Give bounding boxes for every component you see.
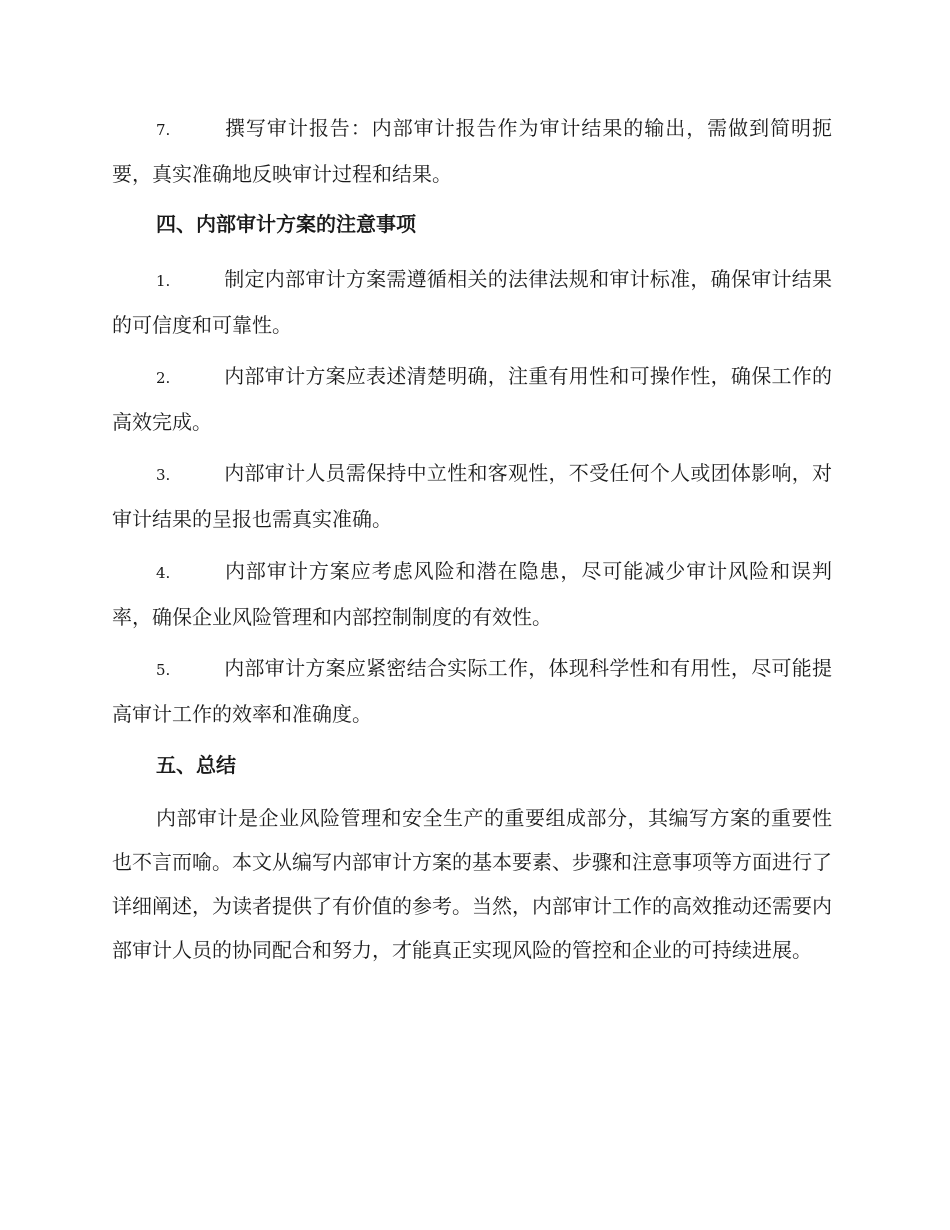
list-item-number: 1.: [156, 272, 171, 290]
list-item: [112, 106, 832, 196]
summary-paragraph-block: [112, 796, 832, 972]
list-item-number: 5.: [156, 661, 171, 679]
list-item-text: 制定内部审计方案需遵循相关的法律法规和审计标准，确保审计结果的可信度和可靠性。: [112, 267, 832, 337]
list-item-number: 7.: [156, 121, 171, 139]
list-item: [112, 646, 832, 736]
list-item-text: 内部审计方案应考虑风险和潜在隐患，尽可能减少审计风险和误判率，确保企业风险管理和内部控制制度的有效性。: [112, 559, 832, 629]
list-item: [112, 257, 832, 347]
list-item-text: 内部审计方案应紧密结合实际工作，体现科学性和有用性，尽可能提高审计工作的效率和准确度。: [112, 656, 832, 726]
list-item-text: 撰写审计报告：内部审计报告作为审计结果的输出，需做到简明扼要，真实准确地反映审计过程和结果。: [112, 116, 832, 186]
summary-paragraph: 内部审计是企业风险管理和安全生产的重要组成部分，其编写方案的重要性也不言而喻。本文从编写内部审计方案的基本要素、步骤和注意事项等方面进行了详细阐述，为读者提供了有价值的参考。当然，内部审计工作的高效推动还需要内部审计人员的协同配合和努力，才能真正实现风险的管控和企业的可持续进展。: [112, 806, 832, 962]
section-heading: 四、内部审计方案的注意事项: [156, 212, 416, 236]
section-heading: 五、总结: [156, 753, 236, 777]
list-item-text: 内部审计人员需保持中立性和客观性，不受任何个人或团体影响，对审计结果的呈报也需真实准确。: [112, 461, 832, 531]
list-item-number: 2.: [156, 369, 171, 387]
list-item-number: 3.: [156, 466, 171, 484]
list-item-number: 4.: [156, 564, 171, 582]
list-item: [112, 354, 832, 444]
list-item-text: 内部审计方案应表述清楚明确，注重有用性和可操作性，确保工作的高效完成。: [112, 364, 832, 434]
list-item: [112, 549, 832, 639]
list-item: [112, 451, 832, 541]
